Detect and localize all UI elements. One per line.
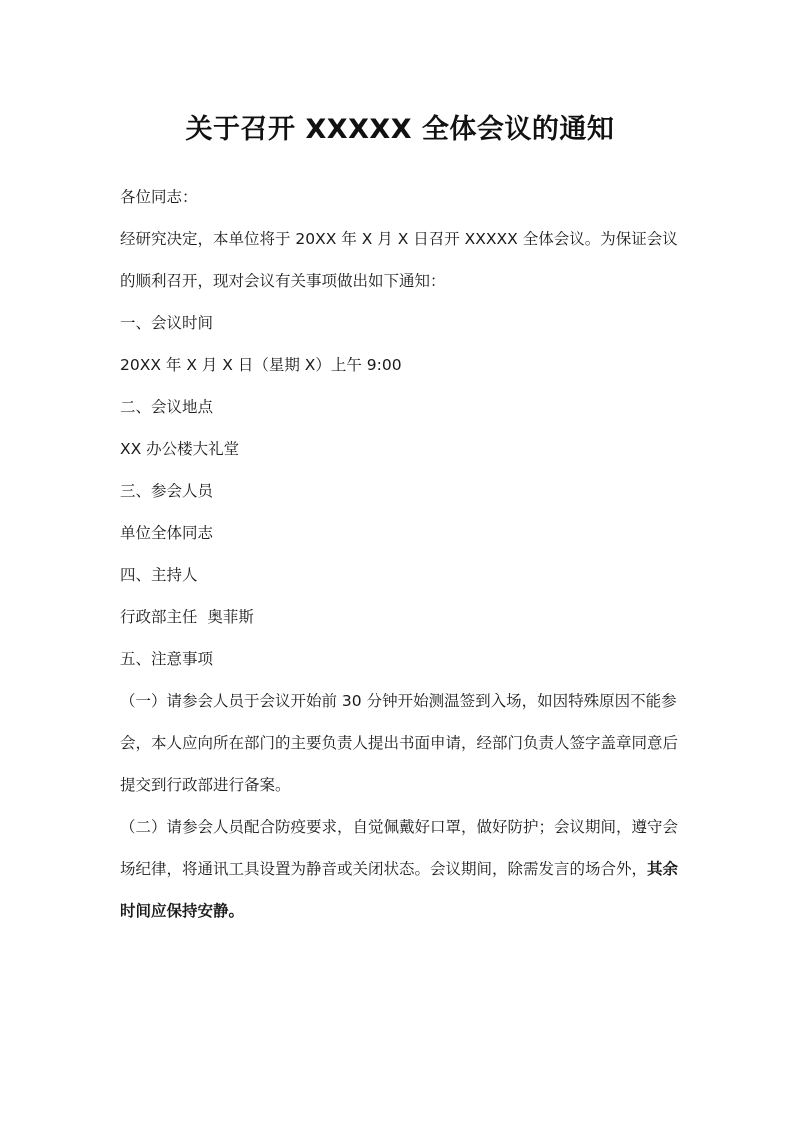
section-heading-attendees: 三、参会人员 — [120, 482, 214, 500]
section-heading-host: 四、主持人 — [120, 566, 198, 584]
note-2 — [120, 806, 690, 932]
section-content-attendees: 单位全体同志 — [120, 524, 214, 542]
section-content-location: XX 办公楼大礼堂 — [120, 440, 240, 458]
section-content-host: 行政部主任 奥菲斯 — [120, 608, 254, 626]
document-title: 关于召开 XXXXX 全体会议的通知 — [185, 114, 615, 145]
note-2-text: （二）请参会人员配合防疫要求，自觉佩戴好口罩，做好防护；会议期间，遵守会场纪律，将通讯工具设置为静音或关闭状态。会议期间，除需发言的场合外， — [120, 818, 679, 878]
section-heading-notes: 五、注意事项 — [120, 650, 214, 668]
note-2-ending: 其余时间应保持安静。 — [120, 860, 679, 920]
section-heading-location: 二、会议地点 — [120, 398, 214, 416]
section-content-time: 20XX 年 X 月 X 日（星期 X）上午 9:00 — [120, 356, 402, 374]
greeting: 各位同志： — [120, 188, 198, 206]
section-heading-time: 一、会议时间 — [120, 314, 214, 332]
intro-paragraph: 经研究决定，本单位将于 20XX 年 X 月 X 日召开 XXXXX 全体会议。为保证会议的顺利召开，现对会议有关事项做出如下通知： — [120, 230, 678, 290]
note-1: （一）请参会人员于会议开始前 30 分钟开始测温签到入场，如因特殊原因不能参会，本人应向所在部门的主要负责人提出书面申请，经部门负责人签字盖章同意后提交到行政部进行备案。 — [120, 692, 679, 794]
document-body — [120, 176, 690, 932]
